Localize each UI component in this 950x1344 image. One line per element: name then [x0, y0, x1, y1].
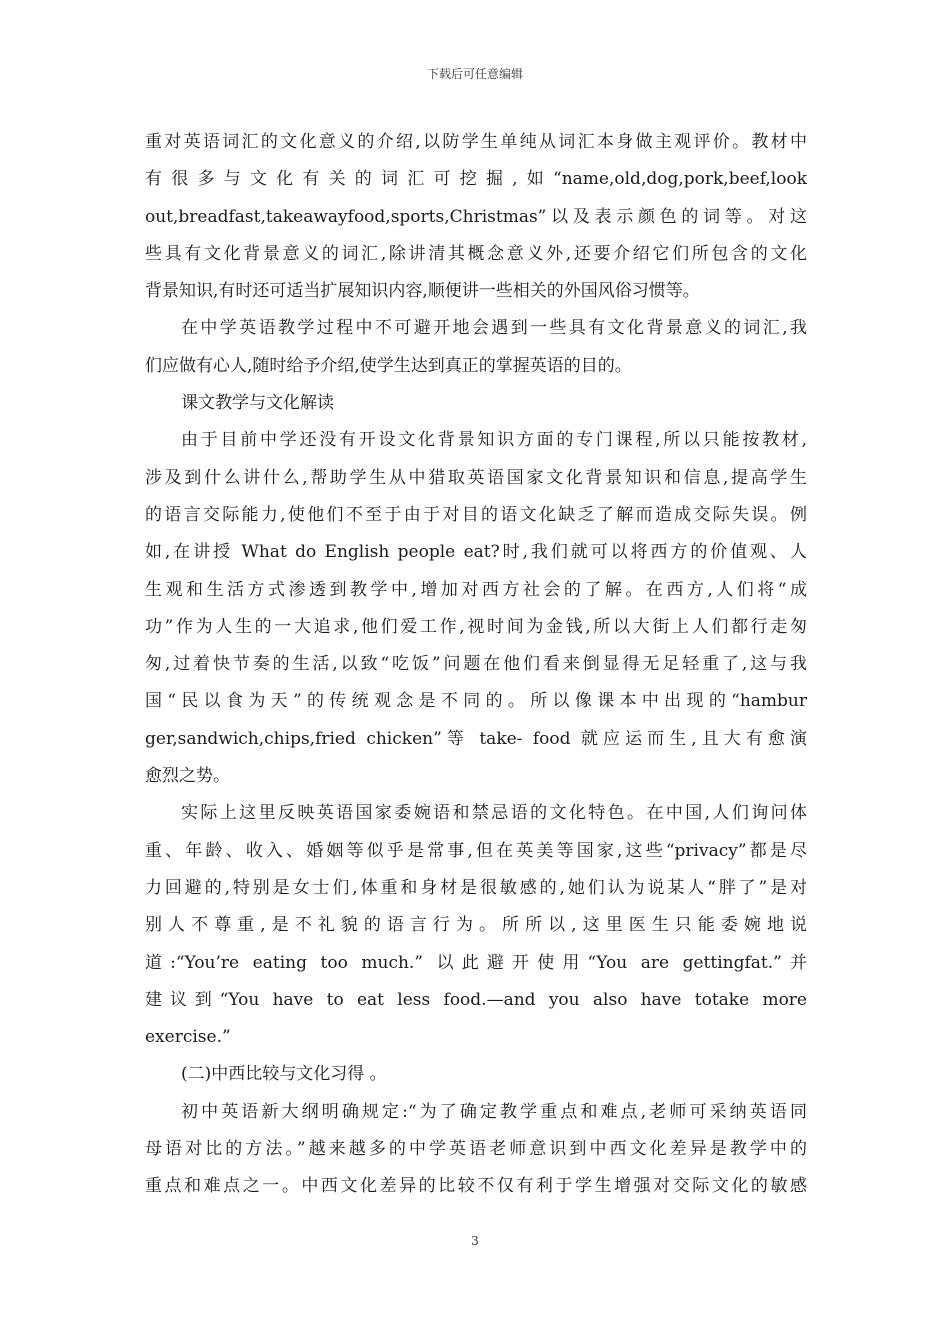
- text-line: 建议到“You have to eat less food.—and you also have totake more: [145, 989, 807, 1010]
- text-line: 在中学英语教学过程中不可避开地会遇到一些具有文化背景意义的词汇,我: [181, 318, 807, 339]
- text-line: ger,sandwich,chips,fried chicken”等 take- food 就应运而生,且大有愈演: [145, 728, 807, 749]
- text-line: 母语对比的方法。”越来越多的中学英语老师意识到中西文化差异是教学中的: [145, 1139, 807, 1160]
- text-line: 重对英语词汇的文化意义的介绍,以防学生单纯从词汇本身做主观评价。教材中: [145, 132, 807, 152]
- text-line: 实际上这里反映英语国家委婉语和禁忌语的文化特色。在中国,人们询问体: [181, 803, 807, 824]
- text-line: 们应做有心人,随时给予介绍,使学生达到真正的掌握英语的目的。: [145, 355, 632, 376]
- text-line: 有很多与文化有关的词汇可挖掘,如“name,old,dog,pork,beef,look: [145, 169, 807, 190]
- page-number: 3: [471, 1234, 479, 1248]
- text-line: 的语言交际能力,使他们不至于由于对目的语文化缺乏了解而造成交际失误。例: [145, 504, 807, 525]
- text-line: 别人不尊重,是不礼貌的语言行为。所所以,这里医生只能委婉地说: [145, 915, 807, 936]
- text-line: 些具有文化背景意义的词汇,除讲清其概念意义外,还要介绍它们所包含的文化: [145, 243, 807, 264]
- text-line: 初中英语新大纲明确规定:“为了确定教学重点和难点,老师可采纳英语同: [181, 1101, 807, 1122]
- text-line: 匆,过着快节奏的生活,以致“吃饭”问题在他们看来倒显得无足轻重了,这与我: [145, 654, 807, 675]
- text-line: 背景知识,有时还可适当扩展知识内容,顺便讲一些相关的外国风俗习惯等。: [145, 281, 700, 302]
- text-line: 力回避的,特别是女士们,体重和身材是很敏感的,她们认为说某人“胖了”是对: [145, 877, 807, 898]
- text-line: 如,在讲授 What do English people eat?时,我们就可以将西方的价值观、人: [145, 542, 807, 563]
- document-body: [145, 124, 807, 1206]
- text-line: 课文教学与文化解读: [181, 393, 334, 414]
- text-line: 重、年龄、收入、婚姻等似乎是常事,但在英美等国家,这些“privacy”都是尽: [145, 840, 807, 861]
- text-line: 重点和难点之一。中西文化差异的比较不仅有利于学生增强对交际文化的敏感: [145, 1176, 807, 1197]
- text-line: (二)中西比较与文化习得 。: [181, 1064, 387, 1085]
- text-line: exercise.”: [145, 1027, 231, 1048]
- text-line: 国“民以食为天”的传统观念是不同的。所以像课本中出现的“hambur: [145, 691, 807, 712]
- text-line: 涉及到什么讲什么,帮助学生从中猎取英语国家文化背景知识和信息,提高学生: [145, 467, 807, 488]
- text-line: 功”作为人生的一大追求,他们爱工作,视时间为金钱,所以大街上人们都行走匆: [145, 616, 807, 637]
- text-line: 道:“You’re eating too much.” 以此避开使用“You are gettingfat.”并: [145, 952, 807, 973]
- text-line: 生观和生活方式渗透到教学中,增加对西方社会的了解。在西方,人们将“成: [145, 579, 807, 600]
- text-line: 由于目前中学还没有开设文化背景知识方面的专门课程,所以只能按教材,: [181, 430, 807, 451]
- text-line: out,breadfast,takeawayfood,sports,Christmas”以及表示颜色的词等。对这: [145, 206, 807, 227]
- text-line: 愈烈之势。: [145, 766, 230, 787]
- page-header: 下载后可任意编辑: [426, 67, 523, 81]
